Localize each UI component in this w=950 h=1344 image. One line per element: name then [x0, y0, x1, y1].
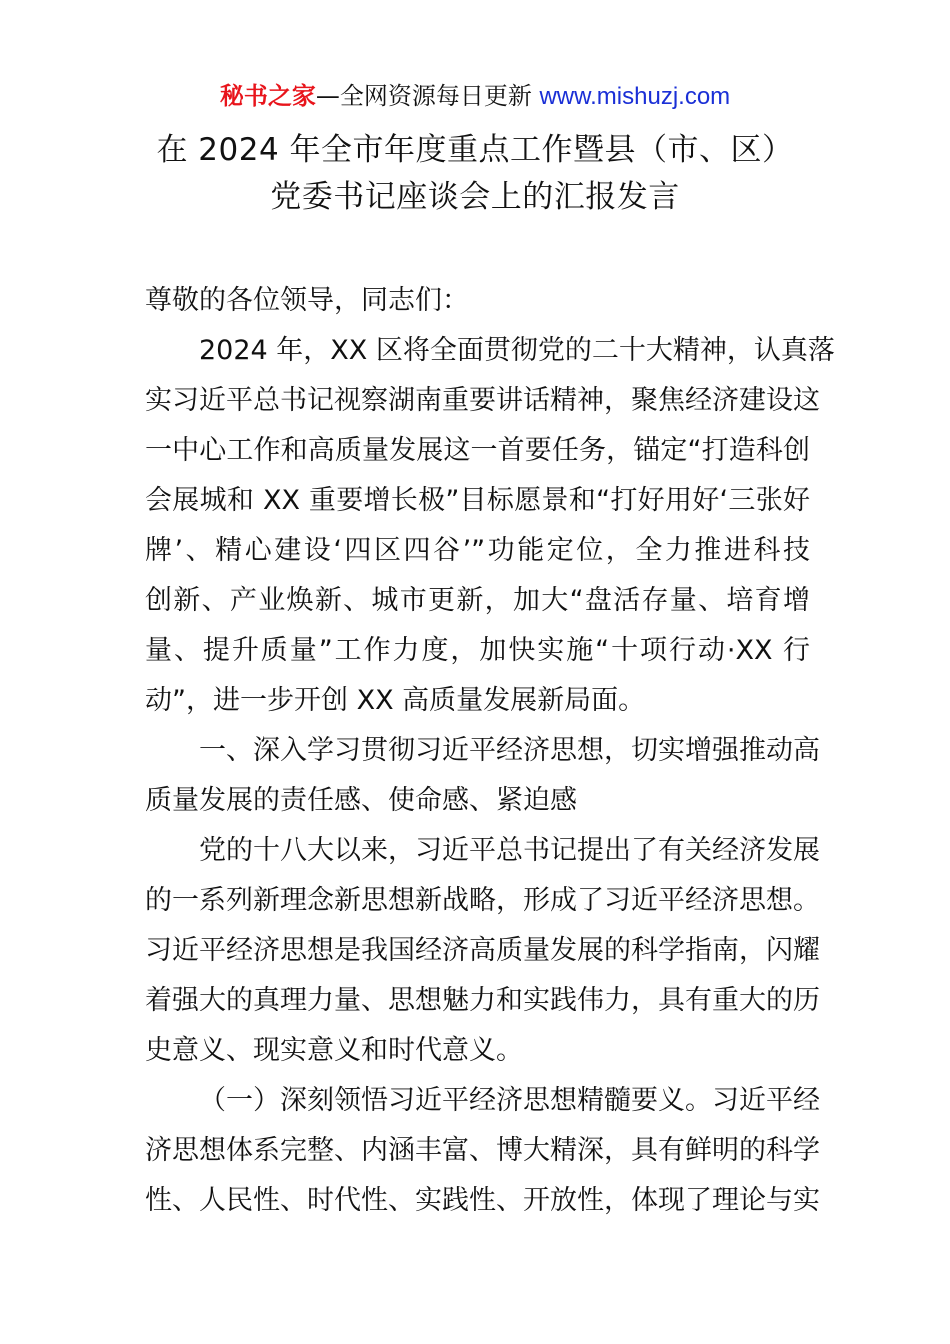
paragraph-line: 会展城和 XX 重要增长极”目标愿景和“打好用好‘三张好 — [145, 485, 810, 516]
paragraph-line: 党的十八大以来，习近平总书记提出了有关经济发展 — [199, 835, 820, 866]
section-heading-line: 质量发展的责任感、使命感、紧迫感 — [145, 785, 577, 816]
site-header — [0, 80, 950, 113]
document-title-line-1: 在 2024 年全市年度重点工作暨县（市、区） — [156, 132, 794, 168]
paragraph-line: 2024 年，XX 区将全面贯彻党的二十大精神，认真落 — [199, 335, 835, 366]
paragraph-line: 的一系列新理念新思想新战略，形成了习近平经济思想。 — [145, 885, 820, 916]
site-url-link[interactable]: www.mishuzj.com — [539, 83, 731, 110]
paragraph-line: 动”，进一步开创 XX 高质量发展新局面。 — [145, 685, 646, 716]
subsection-line: （一）深刻领悟习近平经济思想精髓要义。习近平经 — [199, 1085, 820, 1116]
header-tagline: —全网资源每日更新 — [315, 82, 540, 110]
salutation: 尊敬的各位领导，同志们： — [145, 285, 469, 316]
paragraph-line: 量、提升质量”工作力度，加快实施“十项行动·XX 行 — [145, 635, 810, 666]
paragraph-line: 济思想体系完整、内涵丰富、博大精深，具有鲜明的科学 — [145, 1135, 820, 1166]
paragraph-line: 一中心工作和高质量发展这一首要任务，锚定“打造科创 — [145, 435, 810, 466]
document-title-line-2: 党委书记座谈会上的汇报发言 — [270, 179, 680, 215]
paragraph-line: 牌’、精心建设‘四区四谷’”功能定位，全力推进科技 — [145, 535, 810, 566]
paragraph-line: 史意义、现实意义和时代意义。 — [145, 1035, 523, 1066]
brand-name: 秘书之家 — [219, 82, 316, 110]
section-heading-line: 一、深入学习贯彻习近平经济思想，切实增强推动高 — [199, 735, 820, 766]
document-body — [145, 276, 835, 1226]
paragraph-line: 实习近平总书记视察湖南重要讲话精神，聚焦经济建设这 — [145, 385, 820, 416]
paragraph-line: 创新、产业焕新、城市更新，加大“盘活存量、培育增 — [145, 585, 810, 616]
paragraph-line: 习近平经济思想是我国经济高质量发展的科学指南，闪耀 — [145, 935, 820, 966]
paragraph-line: 着强大的真理力量、思想魅力和实践伟力，具有重大的历 — [145, 985, 820, 1016]
paragraph-line: 性、人民性、时代性、实践性、开放性，体现了理论与实 — [145, 1185, 820, 1216]
